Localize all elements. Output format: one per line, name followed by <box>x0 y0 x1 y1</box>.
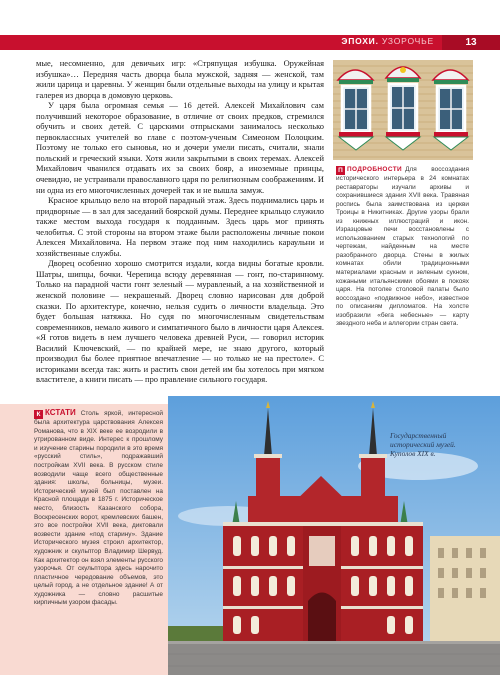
details-box <box>336 166 469 329</box>
article-paragraph: У царя была огромная семья — 16 детей. Алексей Михайлович сам получивший некоторое образование, в отличие от своих предков, стремился обучить и своих детей. С царскими отпрысками занималось несколько первоклассных учителей во главе с поэтом-ученым Симеоном Полоцким. Поэтому не только его сыновья, но и дочери умели писать, считали, знали польский и греческий языки. Хотя жили закрытыми в своих теремах. Алексей Михайлович чванился отдавать их за своих бояр, а иноземные принцы, очевидно, не устраивали православного царя по религиозным соображениям. И ни одна из его многочисленных дочерей так и не вышла замуж. <box>36 100 324 195</box>
details-title: ПОДРОБНОСТИ <box>347 166 403 173</box>
photo-caption: Государственный исторический музей. Куполов XIX в. <box>390 431 456 458</box>
palace-window-illustration <box>333 60 473 160</box>
section-title <box>341 36 434 46</box>
page-number: 13 <box>442 35 500 50</box>
section-name: ЭПОХИ. <box>341 36 379 46</box>
by-the-way-text: Столь яркой, интересной была архитектура царствования Алексея Романова, что в XIX веке ее возродили в утрированном виде. Интерес к прошлому и изучение старины породили в это время «русский стиль», подражавший постройкам XVII века. В русском стиле возводили чаще всего общественные здания: школы, больницы, музеи. Исторический музей был поставлен на Красной площади в 1875 г. Историческое место, близость Казанского собора, Воскресенских ворот, кремлевских башен, это все постройки XVII века, диктовали возвести здание «под старину». Здание Исторического музея строил архитектор, художник и скульптор Владимир Шервуд. Как архитектор он взял элементы русского узорочья. От скульптора здесь нарочито пластичное чередование объемов, это целый город, а не отдельное здание! А от художника — словно расшитые кирпичным узором фасады. <box>34 410 163 607</box>
by-the-way-title: КСТАТИ <box>45 408 76 417</box>
subsection-name: УЗОРОЧЬЕ <box>381 36 434 46</box>
header-bar <box>0 35 500 50</box>
article-paragraph: Красное крыльцо вело на второй парадный этаж. Здесь поднимались царь и придворные — в зал для заседаний боярской думы. Переднее крыльцо служило также местом выхода государя к подданным. Здесь царь мог принять челобитья. С этой стороны на втором этаже были расположены личные покои Алексея Михайловича. На первом этаже под ним находились караульни и хозяйственные службы. <box>36 195 324 258</box>
main-article <box>36 58 324 385</box>
by-the-way-content <box>34 409 163 608</box>
by-the-way-box <box>0 404 168 675</box>
details-text: Для воссоздания исторического интерьера в 24 комнатах реставраторы изучали архивы и сохранившиеся здания XVII века. Травяная роспись была заимствована из церкви Троицы в Никитниках. Другие узоры брали из книжных иллюстраций и икон. Изразцовые печи восстановлены с использованием старых технологий по чертежам, найденным на месте разобранного дворца. Стены в жилых комнатах обили традиционными материалами красным и зеленым сукном, кожаными итальянскими обоями в покоях царя. На потолке столовой палаты было воссоздано «подвижное небо», известное по описаниям дипломатов. На холсте изобразили «бега небесные» — карту звездного неба и аллегории стран света. <box>336 166 469 328</box>
palace-window-photo <box>333 60 473 160</box>
by-the-way-badge-icon: К <box>34 410 43 419</box>
article-paragraph: мые, несомненно, для девичьих игр: «Стряпущая избушка. Оружейная избушка»… Передняя часть дворца была мужской, задняя — женской, там жили царица и царевны. У женщин были отдельные выходы на улицу и крытая галерея из дворца в домовую церковь. <box>36 58 324 100</box>
details-badge-icon: П <box>336 166 345 175</box>
article-paragraph: Дворец особенно хорошо смотрится издали, когда видны богатые кровли. Шатры, шипцы, бочки. Черепица всюду деревянная — гонт, по-старинному. Только на парадной части гонт зеленый — муравленый, а на хозяйственной и женской половине — некрашеный. Дворец словно нарисован для доброй сказки. По архитектуре, конечно, нельзя судить о личности владельца. Это будет большая натяжка. Но судя по многочисленным свидетельствам современников, немало живого и симпатичного было в личности царя Алексея. «Я готов видеть в нем лучшего человека древней Руси, — говорил историк Василий Ключевский, — по крайней мере, не знаю другого, который производил бы более приятное впечатление — но только не на престоле». С историками всегда так: жить и растить свои детей им бы хотелось при мягком властителе, а книги писать — про правление сильного государя. <box>36 258 324 385</box>
